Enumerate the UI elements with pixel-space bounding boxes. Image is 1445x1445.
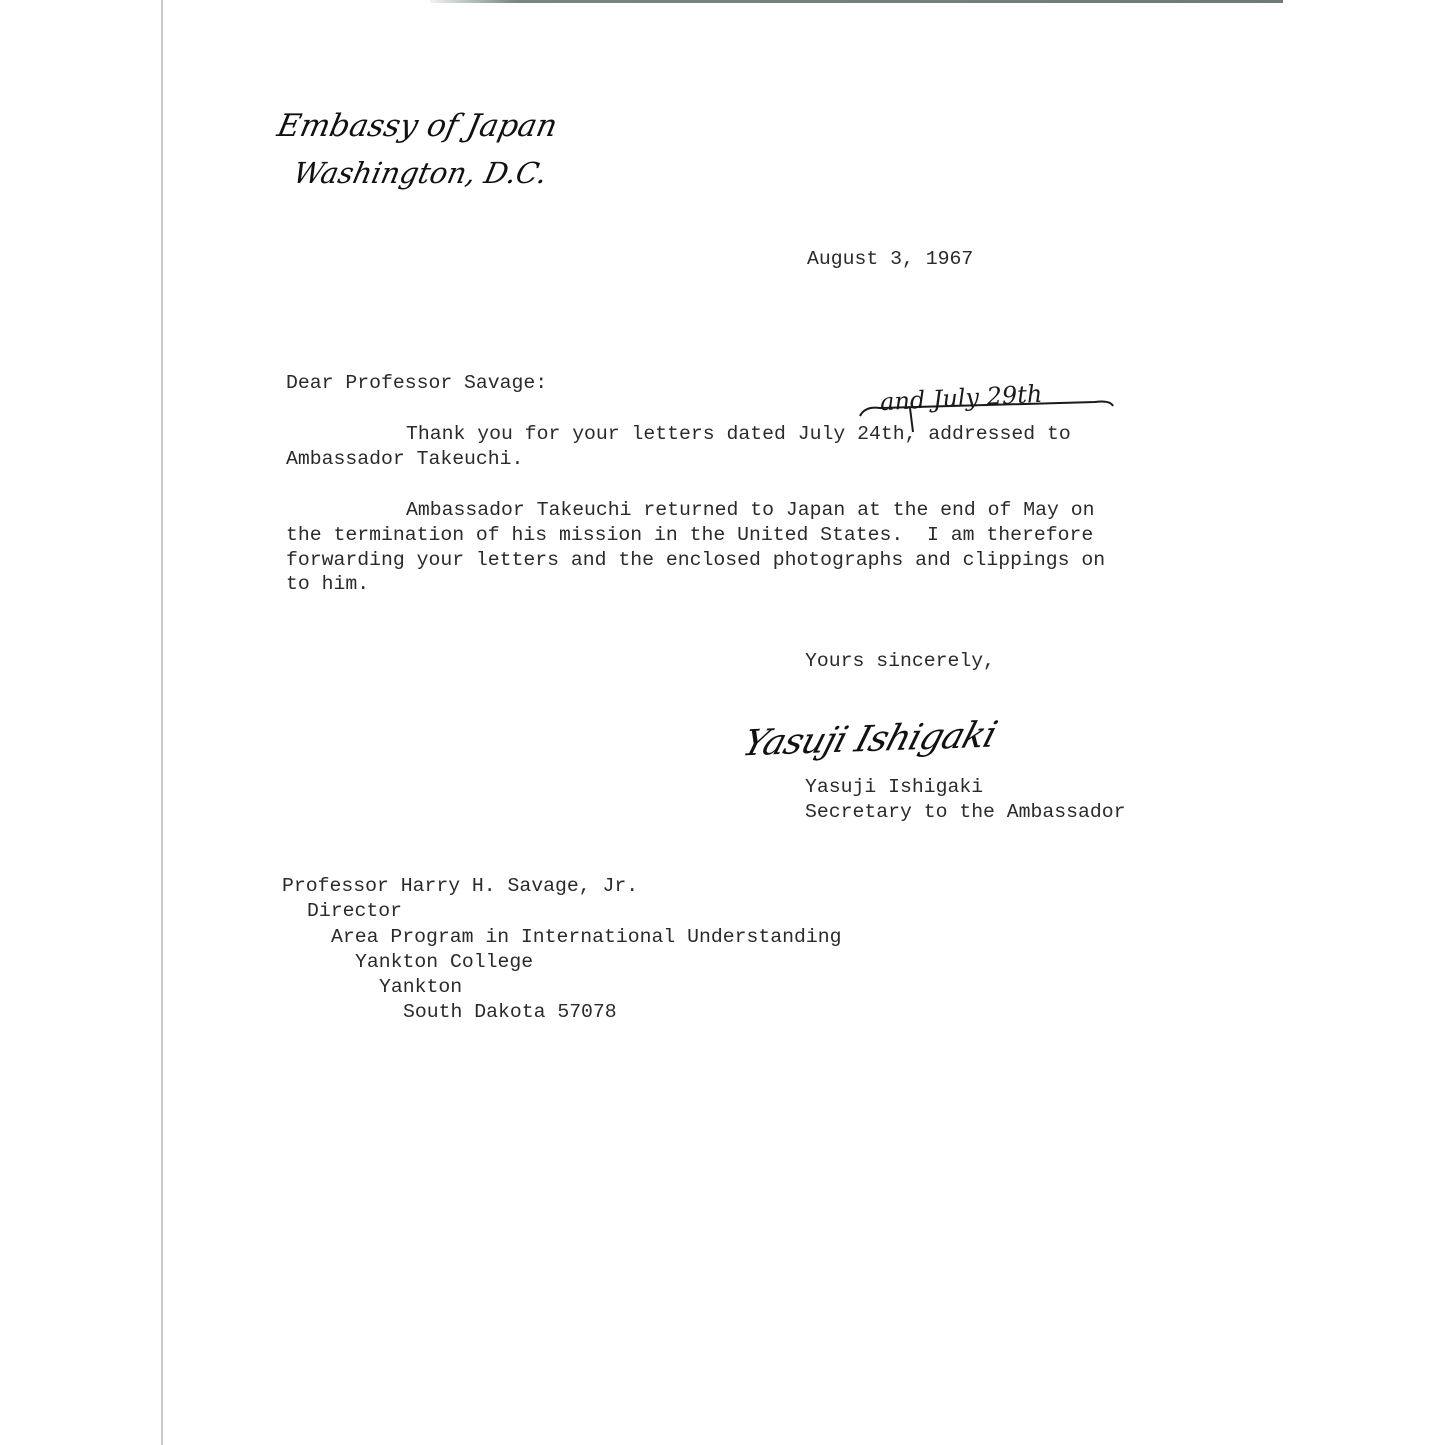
letter-date: August 3, 1967 [807,248,974,270]
signer-name: Yasuji Ishigaki [805,776,984,798]
handwritten-insert: and July 29th [879,379,1043,417]
paper-edge [430,0,1283,3]
salutation: Dear Professor Savage: [286,372,548,394]
letterhead-line1: Embassy of Japan [274,108,561,144]
signature: Yasuji Ishigaki [737,714,1001,765]
address-line: South Dakota 57078 [403,1001,617,1023]
address-line: Professor Harry H. Savage, Jr. [282,875,639,897]
address-line: Director [307,900,402,922]
letterhead-line2: Washington, D.C. [290,156,551,190]
signer-title: Secretary to the Ambassador [805,801,1126,823]
paragraph1-line: Ambassador Takeuchi. [286,448,524,470]
address-line: Yankton [379,976,463,998]
paragraph1-line: Thank you for your letters dated July 24th, addressed to [406,423,1071,445]
paragraph2-line: forwarding your letters and the enclosed photographs and clippings on [286,549,1106,571]
closing: Yours sincerely, [805,650,995,672]
address-line: Area Program in International Understanding [331,926,842,948]
paragraph2-line: Ambassador Takeuchi returned to Japan at the end of May on [406,499,1095,521]
paragraph2-line: the termination of his mission in the United States. I am therefore [286,524,1094,546]
letter-page [161,0,1286,1445]
address-line: Yankton College [355,951,534,973]
paragraph2-line: to him. [286,573,370,595]
